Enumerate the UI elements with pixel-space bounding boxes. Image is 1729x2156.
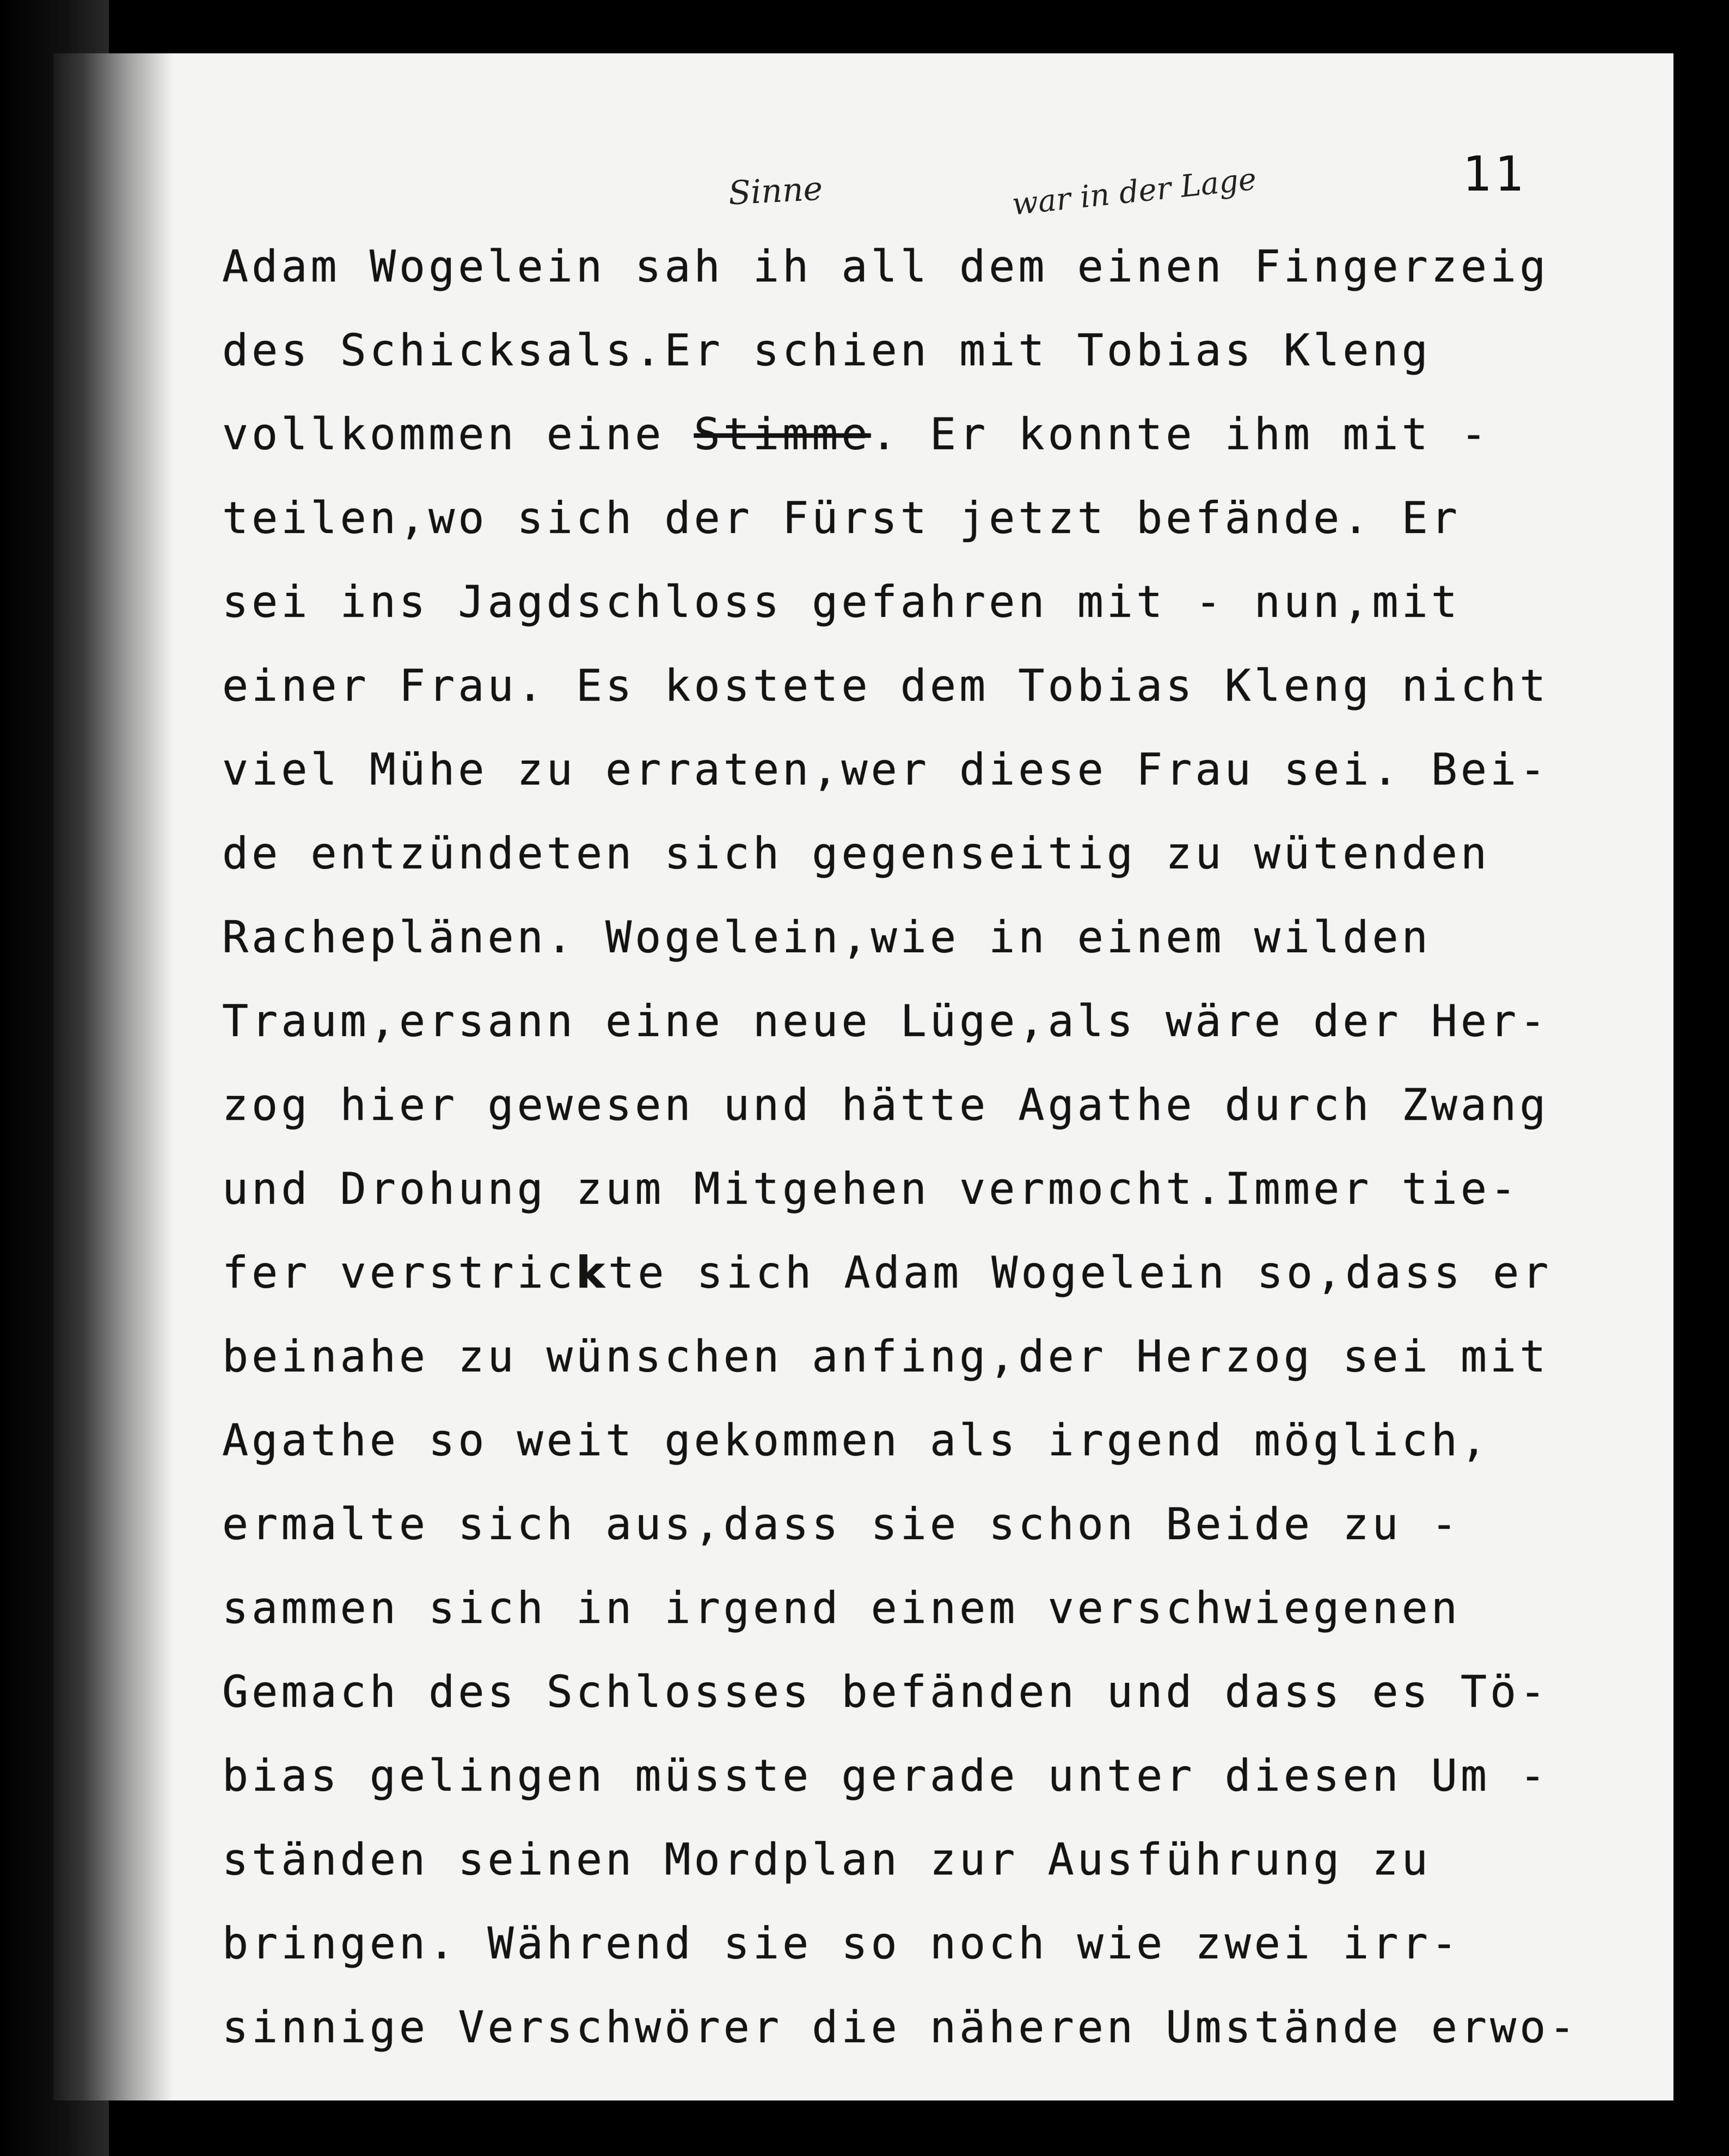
line-rest: te sich Adam Wogelein so,dass er	[608, 1247, 1552, 1298]
ink-correction-mark: k	[575, 1247, 609, 1298]
line-rest: . Er konnte ihm mit -	[870, 409, 1491, 460]
text-line: des Schicksals.Er schien mit Tobias Kleng	[222, 325, 1431, 376]
body-text	[222, 225, 1638, 2069]
text-line: Traum,ersann eine neue Lüge,als wäre der Her-	[222, 996, 1549, 1046]
struck-word: Stimme	[694, 409, 871, 460]
text-line: Gemach des Schlosses befänden und dass es Tö-	[222, 1667, 1549, 1717]
page-edge-shadow	[53, 53, 173, 2100]
text-line: sinnige Verschwörer die näheren Umstände erwo-	[222, 2002, 1579, 2053]
line-start: vollkommen eine	[222, 409, 665, 460]
text-line: sammen sich in irgend einem verschwiegenen	[222, 1583, 1461, 1633]
text-line: de entzündeten sich gegenseitig zu wütenden	[222, 828, 1491, 879]
line-start: fer verstric	[222, 1247, 576, 1298]
text-line	[222, 1231, 1638, 1315]
text-line: einer Frau. Es kostete dem Tobias Kleng nicht	[222, 660, 1549, 711]
text-line: bringen. Während sie so noch wie zwei irr-	[222, 1918, 1461, 1969]
text-line: bias gelingen müsste gerade unter diesen Um -	[222, 1750, 1549, 1801]
text-line: sei ins Jagdschloss gefahren mit - nun,mit	[222, 577, 1461, 627]
text-line: und Drohung zum Mitgehen vermocht.Immer tie-	[222, 1163, 1520, 1214]
text-line: Agathe so weit gekommen als irgend möglich,	[222, 1415, 1491, 1466]
handwritten-correction-sinne: Sinne	[727, 169, 824, 213]
typewritten-page	[53, 53, 1673, 2100]
text-line: Adam Wogelein sah ih all dem einen Fingerzeig	[222, 241, 1549, 292]
text-line: viel Mühe zu erraten,wer diese Frau sei. Bei-	[222, 744, 1549, 795]
text-line: teilen,wo sich der Fürst jetzt befände. Er	[222, 493, 1461, 543]
text-line: ständen seinen Mordplan zur Ausführung zu	[222, 1834, 1431, 1885]
text-line: Racheplänen. Wogelein,wie in einem wilden	[222, 912, 1431, 963]
text-line: zog hier gewesen und hätte Agathe durch Zwang	[222, 1080, 1549, 1130]
text-line: beinahe zu wünschen anfing,der Herzog sei mit	[222, 1331, 1549, 1382]
handwritten-insertion-lage: war in der Lage	[1010, 161, 1258, 223]
page-number: 11	[1462, 146, 1526, 202]
text-line: ermalte sich aus,dass sie schon Beide zu -	[222, 1499, 1461, 1549]
text-line	[222, 393, 1638, 476]
